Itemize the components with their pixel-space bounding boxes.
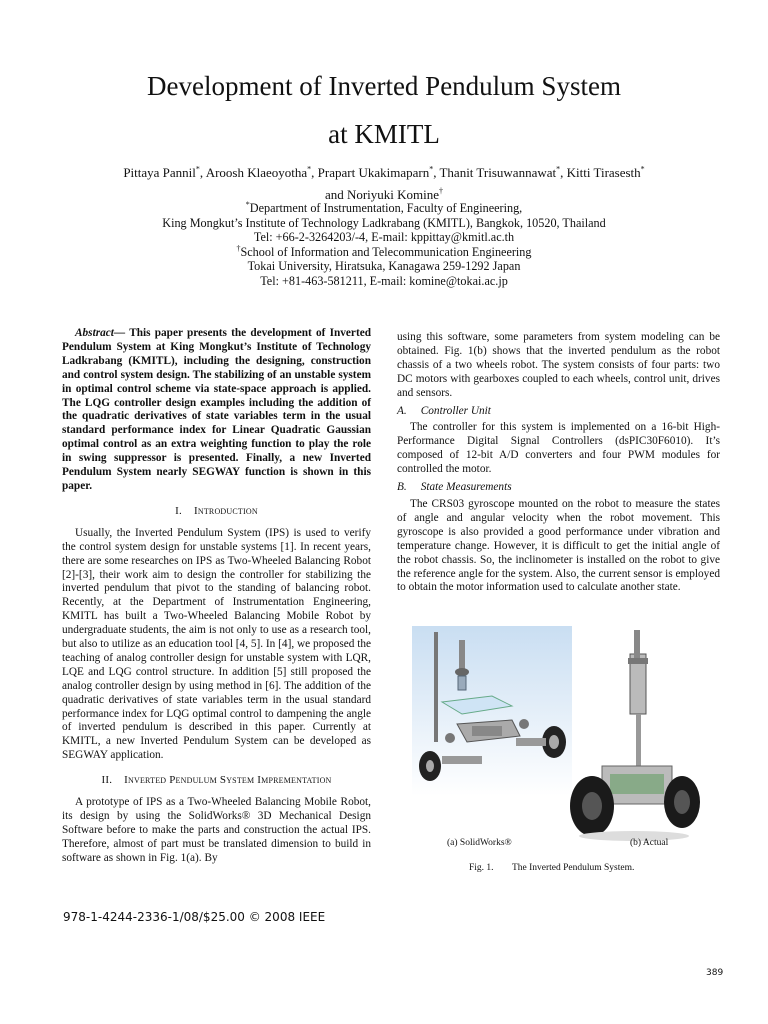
author: Noriyuki Komine xyxy=(346,187,440,202)
caption-a: (a) SolidWorks® xyxy=(447,838,512,848)
author: Thanit Trisuwannawat xyxy=(439,165,557,180)
paper-title-line1: Development of Inverted Pendulum System xyxy=(147,71,621,101)
author: Kitti Tirasesth xyxy=(566,165,641,180)
author: Pittaya Pannil xyxy=(123,165,196,180)
abstract: Abstract— This paper presents the development of Inverted Pendulum System at King Mongkut’s Institute of Technology Ladkrabang (KMITL), including the designing, construction and control system design. The stabilizing of an unstable system in optimal control scheme via state-space approach is applied. The LQG controller design examples including the addition of the quadratic derivatives of state variables term in the usual standard performance index for Linear Quadratic Gaussian optimal control as an extra weighting function to play the role in swing suppressor is presented. Finally, a new Inverted Pendulum System nearly SEGWAY function is shown in this paper. xyxy=(62,327,371,492)
author-list: Pittaya Pannil*, Aroosh Klaeoyotha*, Prapart Ukakimaparn*, Thanit Trisuwannawat*, Kitti Tirasesth* and Noriyuki Komine† xyxy=(123,164,645,202)
section-body: A prototype of IPS as a Two-Wheeled Balancing Mobile Robot, its design by using the SolidWorks® 3D Mechanical Design Software before to make the parts and construction the actual IPS. Therefore, almost of part must be translated dimension to build in software as shown in Fig. 1(a). By xyxy=(62,796,371,864)
right-column xyxy=(397,331,720,595)
actual-robot-photo xyxy=(570,630,700,841)
left-column xyxy=(62,327,371,866)
section-body: Usually, the Inverted Pendulum System (IPS) is used to verify the control system design for unstable systems [1]. In recent years, there are some researches on IPS as Two-Wheeled Balancing Robot [2]-[3], their work aim to design the controller for stabilizing the inverted pendulum that pivot to the standing of balancing robot. Recently, at the Department of Instrumentation Engineering, KMITL has built a Two-Wheeled Balancing Mobile Robot by undergraduate students, the aim is not only to use as a research tool, but also to utilize as an education tool [4, 5]. In [4], we proposed the teaching of analog controller design for unstable system with LQR, LQE and LQG control structure. In addition [5] still proposed the analog controller design by using method in [6]. The addition of the quadratic derivatives of state variables term in the usual standard performance index for LQG optimal control to dampening the angle of inverted pendulum is described in this paper. Currently at KMITL, a new Inverted Pendulum System can be developed as SEGWAY application. xyxy=(62,526,372,762)
section-body: The CRS03 gyroscope mounted on the robot to measure the states of angle and angular velocity when the robot movement. This gyroscope is also provided a good performance under vibration and temperature change. However, it is difficult to get the initial angle of the robot chassis. So, the inclinometer is installed on the robot to give the reference angle for the system. Also, the current sensor is employed to obtain the motor information used to calculate another state. xyxy=(397,497,720,594)
section-body: The controller for this system is implemented on a 16-bit High-Performance Digital Signal Controllers (dsPIC30F6010). It’s composed of 12-bit A/D converters and four PWM modules for controlled the motor. xyxy=(397,421,720,476)
author: Prapart Ukakimaparn xyxy=(317,165,430,180)
affiliations: *Department of Instrumentation, Faculty of Engineering, King Mongkut’s Institute of Technology Ladkrabang (KMITL), Bangkok, 10520, Thailand Tel: +66-2-3264203/-4, E-mail: kppittay@kmitl.ac.th †School of Information and Telecommunication Engineering Tokai University, Hiratsuka, Kanagawa 259-1292 Japan Tel: +81-463-581211, E-mail: komine@tokai.ac.jp xyxy=(162,199,606,288)
author: Aroosh Klaeoyotha xyxy=(205,165,308,180)
paper-title-line2: at KMITL xyxy=(328,119,440,149)
figure-image xyxy=(412,626,702,861)
page-number: 389 xyxy=(706,968,724,978)
section-heading: II. Inverted Pendulum System Imprementation xyxy=(101,774,332,787)
figure-1 xyxy=(412,626,702,861)
subsection-heading: B. State Measurements xyxy=(397,481,512,494)
section-heading: I. Introduction xyxy=(175,504,258,517)
copyright-footer: 978-1-4244-2336-1/08/$25.00 © 2008 IEEE xyxy=(63,910,326,924)
subsection-heading: A. Controller Unit xyxy=(397,404,491,417)
caption-b: (b) Actual xyxy=(630,838,669,848)
figure-caption: Fig. 1. The Inverted Pendulum System. xyxy=(469,863,635,873)
section-body: using this software, some parameters from system modeling can be obtained. Fig. 1(b) shows that the inverted pendulum as the robot chassis of a two wheels robot. The system consists of four parts: two DC motors with gearboxes coupled to each wheels, control unit, drives and sensors. xyxy=(397,331,720,399)
